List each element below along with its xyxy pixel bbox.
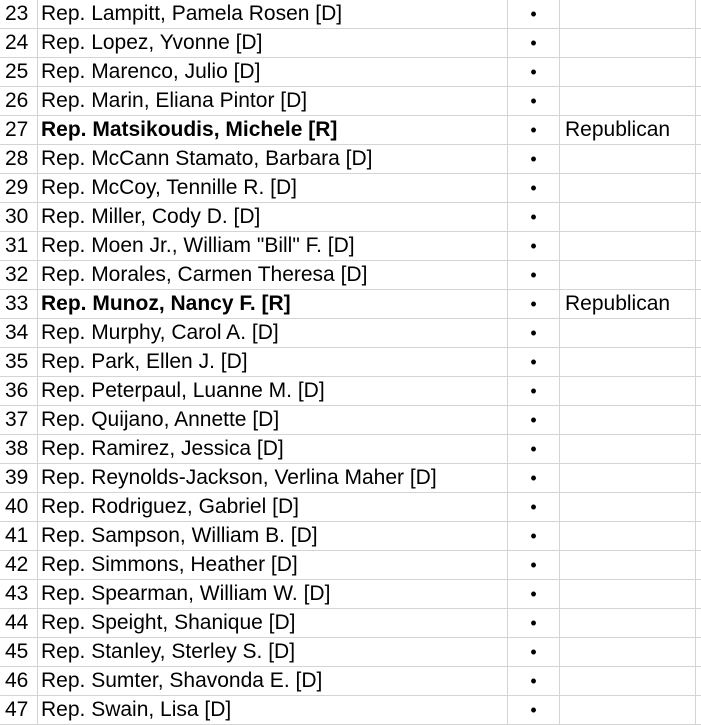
next-column-cell[interactable] — [696, 116, 701, 144]
table-row — [0, 696, 701, 725]
bullet-cell[interactable]: • — [508, 203, 560, 231]
representative-name-cell[interactable]: Rep. Spearman, William W. [D] — [38, 580, 508, 608]
row-number-cell[interactable]: 27 — [0, 116, 38, 144]
party-cell[interactable] — [560, 493, 696, 521]
representative-name-cell[interactable]: Rep. Simmons, Heather [D] — [38, 551, 508, 579]
representative-name-cell[interactable]: Rep. McCoy, Tennille R. [D] — [38, 174, 508, 202]
row-number-cell[interactable]: 24 — [0, 29, 38, 57]
table-row — [0, 522, 701, 551]
table-row — [0, 290, 701, 319]
bullet-cell[interactable]: • — [508, 174, 560, 202]
table-row — [0, 377, 701, 406]
party-cell[interactable]: Republican — [560, 290, 696, 318]
party-cell[interactable] — [560, 435, 696, 463]
bullet-cell[interactable]: • — [508, 638, 560, 666]
bullet-cell[interactable]: • — [508, 348, 560, 376]
bullet-cell[interactable]: • — [508, 493, 560, 521]
row-number-cell[interactable]: 42 — [0, 551, 38, 579]
table-row — [0, 638, 701, 667]
party-cell[interactable] — [560, 406, 696, 434]
bullet-cell[interactable]: • — [508, 696, 560, 724]
table-row — [0, 609, 701, 638]
row-number-cell[interactable]: 34 — [0, 319, 38, 347]
row-number-cell[interactable]: 46 — [0, 667, 38, 695]
representative-name-cell[interactable]: Rep. Quijano, Annette [D] — [38, 406, 508, 434]
row-number-cell[interactable]: 38 — [0, 435, 38, 463]
table-row — [0, 87, 701, 116]
representative-name-cell[interactable]: Rep. Ramirez, Jessica [D] — [38, 435, 508, 463]
next-column-cell[interactable] — [696, 377, 701, 405]
row-number-cell[interactable]: 40 — [0, 493, 38, 521]
bullet-cell[interactable]: • — [508, 377, 560, 405]
party-cell[interactable] — [560, 580, 696, 608]
representative-name-cell[interactable]: Rep. Stanley, Sterley S. [D] — [38, 638, 508, 666]
table-row — [0, 464, 701, 493]
next-column-cell[interactable] — [696, 232, 701, 260]
next-column-cell[interactable] — [696, 261, 701, 289]
bullet-cell[interactable]: • — [508, 116, 560, 144]
bullet-cell[interactable]: • — [508, 261, 560, 289]
representative-name-cell[interactable]: Rep. Miller, Cody D. [D] — [38, 203, 508, 231]
next-column-cell[interactable] — [696, 493, 701, 521]
party-cell[interactable] — [560, 377, 696, 405]
table-row — [0, 348, 701, 377]
representative-name-cell[interactable]: Rep. Marenco, Julio [D] — [38, 58, 508, 86]
party-cell[interactable] — [560, 551, 696, 579]
next-column-cell[interactable] — [696, 174, 701, 202]
bullet-cell[interactable]: • — [508, 609, 560, 637]
bullet-cell[interactable]: • — [508, 0, 560, 28]
row-number-cell[interactable]: 25 — [0, 58, 38, 86]
next-column-cell[interactable] — [696, 638, 701, 666]
bullet-cell[interactable]: • — [508, 145, 560, 173]
table-row — [0, 406, 701, 435]
bullet-cell[interactable]: • — [508, 435, 560, 463]
representative-name-cell[interactable]: Rep. McCann Stamato, Barbara [D] — [38, 145, 508, 173]
bullet-cell[interactable]: • — [508, 667, 560, 695]
next-column-cell[interactable] — [696, 580, 701, 608]
representative-name-cell[interactable]: Rep. Moen Jr., William "Bill" F. [D] — [38, 232, 508, 260]
row-number-cell[interactable]: 30 — [0, 203, 38, 231]
representative-name-cell[interactable]: Rep. Sampson, William B. [D] — [38, 522, 508, 550]
party-cell[interactable] — [560, 638, 696, 666]
table-row — [0, 29, 701, 58]
row-number-cell[interactable]: 37 — [0, 406, 38, 434]
row-number-cell[interactable]: 36 — [0, 377, 38, 405]
next-column-cell[interactable] — [696, 145, 701, 173]
next-column-cell[interactable] — [696, 406, 701, 434]
party-cell[interactable] — [560, 87, 696, 115]
bullet-cell[interactable]: • — [508, 232, 560, 260]
table-row — [0, 203, 701, 232]
row-number-cell[interactable]: 31 — [0, 232, 38, 260]
row-number-cell[interactable]: 43 — [0, 580, 38, 608]
row-number-cell[interactable]: 39 — [0, 464, 38, 492]
next-column-cell[interactable] — [696, 0, 701, 28]
next-column-cell[interactable] — [696, 522, 701, 550]
table-row — [0, 551, 701, 580]
bullet-cell[interactable]: • — [508, 319, 560, 347]
bullet-cell[interactable]: • — [508, 87, 560, 115]
representative-name-cell[interactable]: Rep. Park, Ellen J. [D] — [38, 348, 508, 376]
party-cell[interactable] — [560, 667, 696, 695]
bullet-cell[interactable]: • — [508, 58, 560, 86]
next-column-cell[interactable] — [696, 551, 701, 579]
row-number-cell[interactable]: 26 — [0, 87, 38, 115]
party-cell[interactable] — [560, 522, 696, 550]
row-number-cell[interactable]: 41 — [0, 522, 38, 550]
party-cell[interactable] — [560, 58, 696, 86]
table-row — [0, 435, 701, 464]
table-row — [0, 667, 701, 696]
row-number-cell[interactable]: 47 — [0, 696, 38, 724]
next-column-cell[interactable] — [696, 348, 701, 376]
bullet-cell[interactable]: • — [508, 29, 560, 57]
representative-name-cell[interactable]: Rep. Rodriguez, Gabriel [D] — [38, 493, 508, 521]
next-column-cell[interactable] — [696, 87, 701, 115]
representative-name-cell[interactable]: Rep. Swain, Lisa [D] — [38, 696, 508, 724]
row-number-cell[interactable]: 45 — [0, 638, 38, 666]
representative-name-cell[interactable]: Rep. Lopez, Yvonne [D] — [38, 29, 508, 57]
party-cell[interactable] — [560, 145, 696, 173]
representative-name-cell[interactable]: Rep. Marin, Eliana Pintor [D] — [38, 87, 508, 115]
next-column-cell[interactable] — [696, 290, 701, 318]
row-number-cell[interactable]: 33 — [0, 290, 38, 318]
party-cell[interactable] — [560, 203, 696, 231]
representative-name-cell[interactable]: Rep. Speight, Shanique [D] — [38, 609, 508, 637]
representative-name-cell[interactable]: Rep. Murphy, Carol A. [D] — [38, 319, 508, 347]
bullet-cell[interactable]: • — [508, 290, 560, 318]
bullet-cell[interactable]: • — [508, 522, 560, 550]
bullet-cell[interactable]: • — [508, 580, 560, 608]
table-row — [0, 580, 701, 609]
representative-name-cell[interactable]: Rep. Morales, Carmen Theresa [D] — [38, 261, 508, 289]
row-number-cell[interactable]: 29 — [0, 174, 38, 202]
party-cell[interactable] — [560, 261, 696, 289]
next-column-cell[interactable] — [696, 29, 701, 57]
table-row — [0, 319, 701, 348]
table-row — [0, 145, 701, 174]
next-column-cell[interactable] — [696, 464, 701, 492]
next-column-cell[interactable] — [696, 319, 701, 347]
table-row — [0, 0, 701, 29]
party-cell[interactable] — [560, 348, 696, 376]
table-row — [0, 174, 701, 203]
party-cell[interactable] — [560, 232, 696, 260]
next-column-cell[interactable] — [696, 667, 701, 695]
table-row — [0, 232, 701, 261]
party-cell[interactable] — [560, 29, 696, 57]
representative-name-cell[interactable]: Rep. Sumter, Shavonda E. [D] — [38, 667, 508, 695]
representative-name-cell[interactable]: Rep. Reynolds-Jackson, Verlina Maher [D] — [38, 464, 508, 492]
bullet-cell[interactable]: • — [508, 406, 560, 434]
party-cell[interactable] — [560, 609, 696, 637]
party-cell[interactable] — [560, 319, 696, 347]
next-column-cell[interactable] — [696, 609, 701, 637]
representative-name-cell[interactable]: Rep. Lampitt, Pamela Rosen [D] — [38, 0, 508, 28]
table-row — [0, 58, 701, 87]
table-row — [0, 261, 701, 290]
party-cell[interactable] — [560, 0, 696, 28]
next-column-cell[interactable] — [696, 58, 701, 86]
row-number-cell[interactable]: 23 — [0, 0, 38, 28]
row-number-cell[interactable]: 35 — [0, 348, 38, 376]
representative-name-cell[interactable]: Rep. Peterpaul, Luanne M. [D] — [38, 377, 508, 405]
party-cell[interactable] — [560, 696, 696, 724]
party-cell[interactable] — [560, 174, 696, 202]
party-cell[interactable]: Republican — [560, 116, 696, 144]
next-column-cell[interactable] — [696, 696, 701, 724]
row-number-cell[interactable]: 28 — [0, 145, 38, 173]
party-cell[interactable] — [560, 464, 696, 492]
row-number-cell[interactable]: 44 — [0, 609, 38, 637]
row-number-cell[interactable]: 32 — [0, 261, 38, 289]
table-row — [0, 116, 701, 145]
next-column-cell[interactable] — [696, 203, 701, 231]
table-row — [0, 493, 701, 522]
next-column-cell[interactable] — [696, 435, 701, 463]
bullet-cell[interactable]: • — [508, 464, 560, 492]
representative-name-cell[interactable]: Rep. Munoz, Nancy F. [R] — [38, 290, 508, 318]
representative-name-cell[interactable]: Rep. Matsikoudis, Michele [R] — [38, 116, 508, 144]
bullet-cell[interactable]: • — [508, 551, 560, 579]
